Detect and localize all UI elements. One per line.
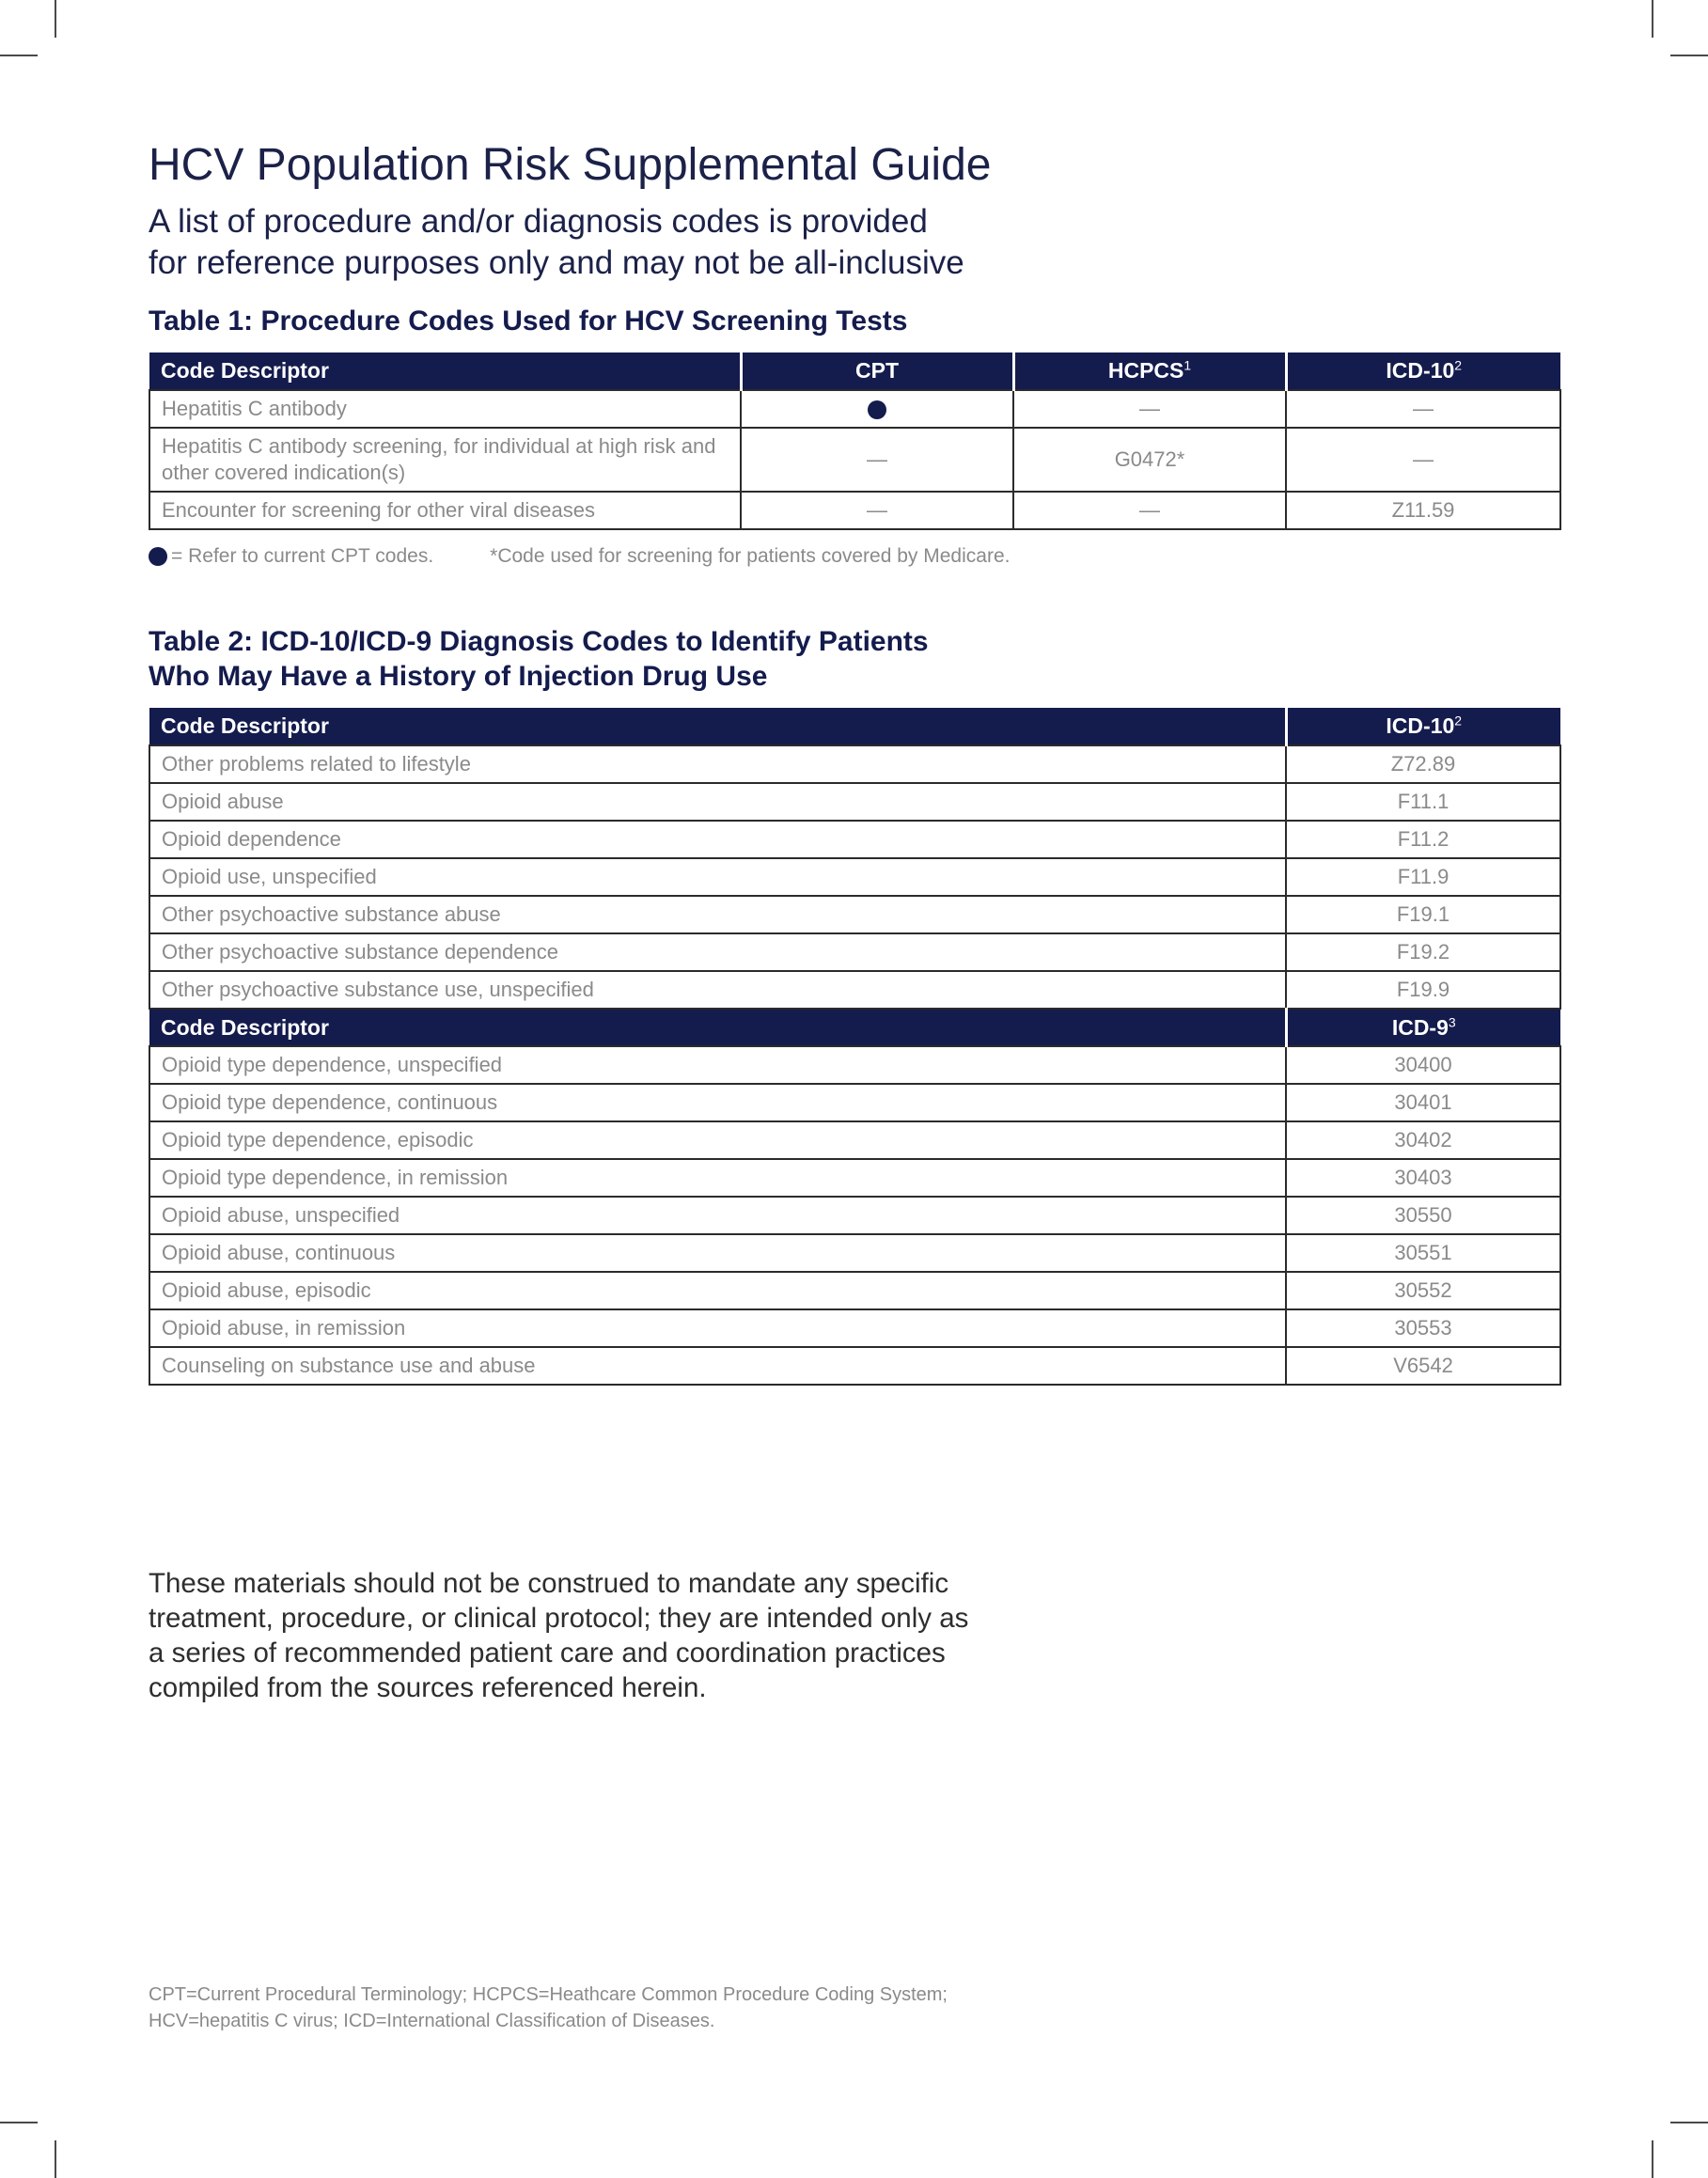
table-row: [149, 971, 1560, 1009]
cell-descriptor: Opioid type dependence, in remission: [149, 1159, 1286, 1197]
diagnosis-codes-table: [149, 708, 1561, 1386]
filled-circle-icon: [868, 400, 886, 419]
cell-cpt: —: [741, 428, 1013, 492]
table-row: [149, 1121, 1560, 1159]
table1-legend: [149, 545, 1010, 568]
cell-code: F11.9: [1286, 858, 1560, 896]
cell-descriptor: Opioid abuse, episodic: [149, 1272, 1286, 1309]
cell-descriptor: Hepatitis C antibody: [149, 390, 741, 428]
page-subtitle: [149, 201, 1183, 284]
cell-code: 30550: [1286, 1197, 1560, 1234]
page-title: HCV Population Risk Supplemental Guide: [149, 140, 992, 190]
cell-descriptor: Encounter for screening for other viral diseases: [149, 492, 741, 529]
column-header-icd10: ICD-$10^2$: [1286, 353, 1560, 390]
table-row: [149, 390, 1560, 428]
legend-text: = Refer to current CPT codes.: [171, 545, 434, 567]
legend-note: *Code used for screening for patients covered by Medicare.: [490, 545, 1011, 567]
column-header-descriptor: Code Descriptor: [149, 353, 741, 390]
cell-descriptor: Opioid type dependence, unspecified: [149, 1046, 1286, 1084]
crop-mark: [55, 2140, 56, 2178]
crop-mark: [1652, 0, 1653, 38]
table-row: [149, 745, 1560, 783]
cell-descriptor: Opioid abuse: [149, 783, 1286, 821]
table-row: [149, 896, 1560, 933]
column-header-icd10: ICD-$10^2$: [1286, 708, 1560, 745]
cell-code: 30553: [1286, 1309, 1560, 1347]
table-header-row: [149, 708, 1560, 745]
cell-code: V6542: [1286, 1347, 1560, 1385]
abbreviations-footnote: CPT=Current Procedural Terminology; HCPCS=Heathcare Common Procedure Coding System; HCV=hepatitis C virus; ICD=International Classification of Diseases.: [149, 1984, 948, 2031]
cell-icd10: Z11.59: [1286, 492, 1560, 529]
cell-cpt: [741, 390, 1013, 428]
table-row: [149, 428, 1560, 492]
table-header-row: [149, 353, 1560, 390]
column-header-descriptor: Code Descriptor: [149, 1009, 1286, 1046]
disclaimer-text: These materials should not be construed to mandate any specific treatment, procedure, or clinical protocol; they are intended only as a series of recommended patient care and coordination practices compiled from the sources referenced herein.: [149, 1568, 969, 1703]
cell-code: F19.9: [1286, 971, 1560, 1009]
table-row: [149, 1159, 1560, 1197]
cell-code: F11.2: [1286, 821, 1560, 858]
footnote-ref: 2: [1454, 357, 1463, 373]
cell-code: 30403: [1286, 1159, 1560, 1197]
cell-descriptor: Opioid dependence: [149, 821, 1286, 858]
cell-code: F11.1: [1286, 783, 1560, 821]
cell-descriptor: Other psychoactive substance use, unspecified: [149, 971, 1286, 1009]
crop-mark: [0, 2122, 38, 2123]
table-row: [149, 1347, 1560, 1385]
column-header-cpt: CPT: [741, 353, 1013, 390]
cell-descriptor: Hepatitis C antibody screening, for individual at high risk and other covered indication(s): [149, 428, 741, 492]
table-row: [149, 1234, 1560, 1272]
table-row: [149, 492, 1560, 529]
table-row: [149, 1309, 1560, 1347]
cell-descriptor: Opioid type dependence, continuous: [149, 1084, 1286, 1121]
table-row: [149, 1197, 1560, 1234]
cell-icd10: —: [1286, 428, 1560, 492]
cell-icd10: —: [1286, 390, 1560, 428]
cell-descriptor: Opioid type dependence, episodic: [149, 1121, 1286, 1159]
cell-descriptor: Opioid abuse, continuous: [149, 1234, 1286, 1272]
cell-hcpcs: G0472*: [1013, 428, 1286, 492]
cell-hcpcs: —: [1013, 492, 1286, 529]
table2-title: Table 2: ICD-10/ICD-9 Diagnosis Codes to Identify Patients Who May Have a History of Injection Drug Use: [149, 626, 929, 692]
table-row: [149, 1084, 1560, 1121]
cell-cpt: —: [741, 492, 1013, 529]
procedure-codes-table: [149, 353, 1561, 530]
cell-descriptor: Opioid use, unspecified: [149, 858, 1286, 896]
table-row: [149, 933, 1560, 971]
subtitle-line: A list of procedure and/or diagnosis codes is provided: [149, 203, 928, 240]
cell-descriptor: Other psychoactive substance dependence: [149, 933, 1286, 971]
footnote-ref: 2: [1454, 713, 1463, 729]
filled-circle-icon: [149, 547, 167, 566]
cell-descriptor: Opioid abuse, unspecified: [149, 1197, 1286, 1234]
cell-code: 30402: [1286, 1121, 1560, 1159]
footnote-ref: 3: [1448, 1013, 1456, 1029]
table-header-row: [149, 1009, 1560, 1046]
table-row: [149, 821, 1560, 858]
table-row: [149, 1046, 1560, 1084]
footnote-ref: 1: [1183, 357, 1192, 373]
cell-descriptor: Other psychoactive substance abuse: [149, 896, 1286, 933]
cell-code: 30401: [1286, 1084, 1560, 1121]
cell-descriptor: Other problems related to lifestyle: [149, 745, 1286, 783]
cell-code: F19.1: [1286, 896, 1560, 933]
crop-mark: [1670, 55, 1708, 56]
crop-mark: [1670, 2122, 1708, 2123]
table-row: [149, 1272, 1560, 1309]
cell-code: 30400: [1286, 1046, 1560, 1084]
table1-title: Table 1: Procedure Codes Used for HCV Screening Tests: [149, 306, 908, 337]
cell-code: 30552: [1286, 1272, 1560, 1309]
cell-code: F19.2: [1286, 933, 1560, 971]
cell-hcpcs: —: [1013, 390, 1286, 428]
table-row: [149, 783, 1560, 821]
cell-code: Z72.89: [1286, 745, 1560, 783]
cell-code: 30551: [1286, 1234, 1560, 1272]
table-row: [149, 858, 1560, 896]
cell-descriptor: Counseling on substance use and abuse: [149, 1347, 1286, 1385]
crop-mark: [1652, 2140, 1653, 2178]
cell-descriptor: Opioid abuse, in remission: [149, 1309, 1286, 1347]
column-header-hcpcs: HCPCS$^1$: [1013, 353, 1286, 390]
crop-mark: [55, 0, 56, 38]
column-header-descriptor: Code Descriptor: [149, 708, 1286, 745]
crop-mark: [0, 55, 38, 56]
subtitle-line: for reference purposes only and may not be all-inclusive: [149, 244, 964, 281]
column-header-icd9: ICD-$9^3$: [1286, 1009, 1560, 1046]
